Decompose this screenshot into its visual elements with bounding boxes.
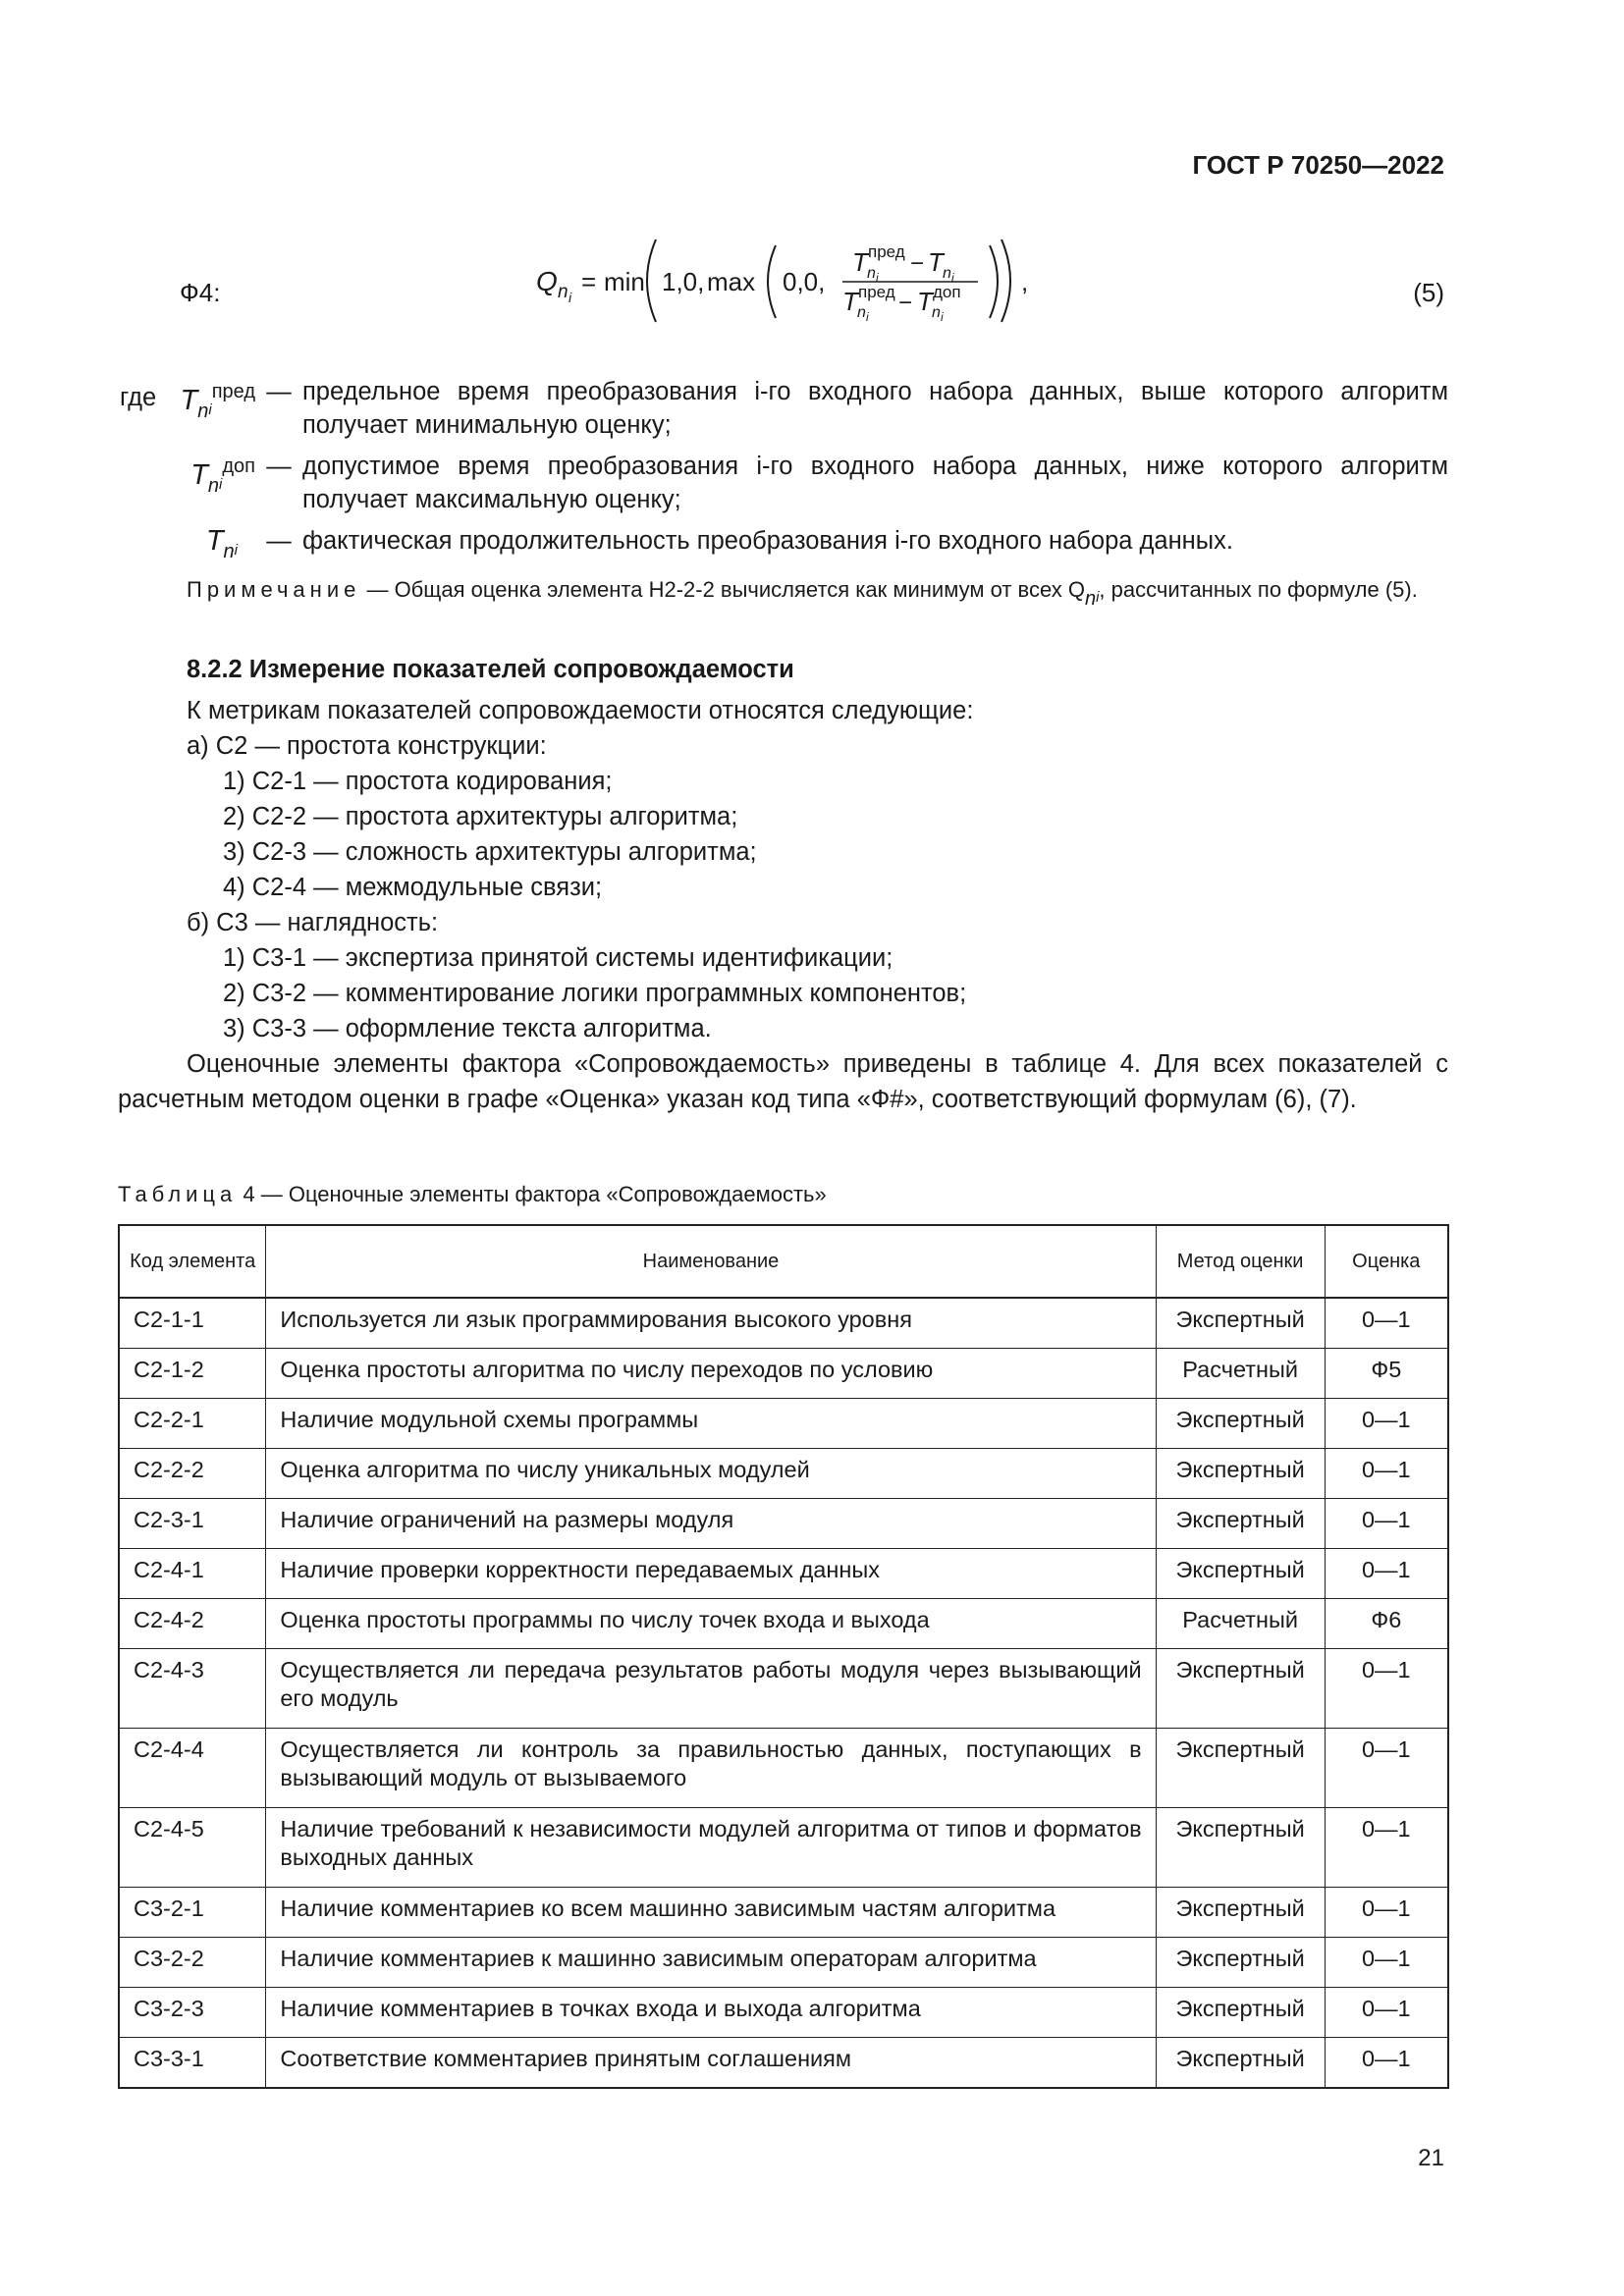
table-row: С2-2-2 Оценка алгоритма по числу уникальных модулей Экспертный 0—1	[119, 1449, 1448, 1499]
formula-den-sup2: доп	[933, 283, 961, 301]
table-row: С2-1-2 Оценка простоты алгоритма по числу переходов по условию Расчетный Ф5	[119, 1349, 1448, 1399]
formula-num-sub2: n	[943, 265, 951, 282]
intro: К метрикам показателей сопровождаемости относятся следующие:	[187, 697, 974, 724]
table-header-row	[119, 1225, 1448, 1298]
formula-den-sub: n	[857, 304, 866, 321]
table-caption: Таблица 4 — Оценочные элементы фактора «Сопровождаемость»	[118, 1182, 827, 1206]
formula-den-T2: T	[917, 287, 933, 316]
formula-den-subsub: i	[866, 310, 869, 324]
formula-den-subsub2: i	[941, 310, 944, 324]
where-text: допустимое время преобразования i-го входного набора данных, ниже которого алгоритм получает максимальную оценку;	[302, 453, 1448, 513]
where-text: фактическая продолжительность преобразования i-го входного набора данных.	[302, 527, 1233, 555]
equation-number: (5)	[1413, 278, 1444, 307]
header-code: Код элемента	[119, 1225, 266, 1298]
list-item: 4) С2-4 — межмодульные связи;	[223, 874, 603, 901]
where-item: где $T_ni^{пред}$ — предельное время преобразования i-го входного набора данных, выше которого алгоритм получает минимальную оценку;	[118, 375, 1448, 442]
formula-num-T: T	[852, 247, 868, 277]
formula-zero: 0,0,	[783, 267, 826, 296]
where-symbol: $T_ni^{доп}$	[190, 455, 255, 497]
table-row: С3-2-2 Наличие комментариев к машинно зависимым операторам алгоритма Экспертный 0—1	[119, 1938, 1448, 1988]
list-item: 3) С2-3 — сложность архитектуры алгоритма;	[223, 838, 757, 866]
table-row: С2-3-1 Наличие ограничений на размеры модуля Экспертный 0—1	[119, 1499, 1448, 1549]
formula-min: min	[604, 267, 645, 296]
table-row: С2-4-5 Наличие требований к независимости модулей алгоритма от типов и форматов выходных данных Экспертный 0—1	[119, 1808, 1448, 1888]
formula-max: max	[707, 267, 756, 296]
note-label: Примечание	[187, 577, 361, 602]
evaluation-table	[118, 1224, 1449, 2089]
note: Примечание — Общая оценка элемента Н2-2-2 вычисляется как минимум от всех $Qn_i$, рассчитанных по формуле (5).	[187, 577, 1418, 610]
formula-paren-open-inner	[768, 245, 776, 318]
where-list	[118, 375, 1448, 576]
formula-den-minus: −	[898, 290, 913, 316]
table-row: С2-4-2 Оценка простоты программы по числу точек входа и выхода Расчетный Ф6	[119, 1599, 1448, 1649]
paragraph: Оценочные элементы фактора «Сопровождаемость» приведены в таблице 4. Для всех показателей с расчетным методом оценки в графе «Оценка» указан код типа «Ф#», соответствующий формулам (6), (7).	[118, 1050, 1448, 1113]
formula-5	[530, 236, 1041, 326]
header-score: Оценка	[1325, 1225, 1448, 1298]
table-row: С2-4-3 Осуществляется ли передача результатов работы модуля через вызывающий его модуль Экспертный 0—1	[119, 1649, 1448, 1729]
where-symbol: где $T_ni^{пред}$	[120, 381, 255, 422]
header-name: Наименование	[266, 1225, 1156, 1298]
formula-lhs-subsub: i	[568, 290, 572, 305]
formula-num-subsub2: i	[951, 271, 954, 285]
formula-num-sub: n	[867, 265, 876, 282]
where-item: $T_ni$ — фактическая продолжительность преобразования i-го входного набора данных.	[118, 524, 1448, 568]
table-row: С2-1-1 Используется ли язык программирования высокого уровня Экспертный 0—1	[119, 1298, 1448, 1349]
where-symbol: $T_ni$	[205, 525, 238, 562]
formula-paren-close-inner	[990, 245, 998, 318]
table-row: С3-2-3 Наличие комментариев в точках входа и выхода алгоритма Экспертный 0—1	[119, 1988, 1448, 2038]
formula-label: Ф4:	[180, 278, 221, 307]
formula-paren-close	[1001, 240, 1010, 322]
list-item: 1) С2-1 — простота кодирования;	[223, 768, 613, 795]
list-item: 2) С2-2 — простота архитектуры алгоритма;	[223, 803, 738, 830]
list-group-b: б) С3 — наглядность:	[187, 909, 439, 936]
formula-num-minus: −	[910, 250, 925, 277]
formula-den-T: T	[842, 287, 858, 316]
body-text	[118, 693, 1448, 1117]
list-item: 2) С3-2 — комментирование логики программных компонентов;	[223, 980, 967, 1007]
list-group-a: а) С2 — простота конструкции:	[187, 732, 547, 760]
table-row: С3-2-1 Наличие комментариев ко всем машинно зависимым частям алгоритма Экспертный 0—1	[119, 1888, 1448, 1938]
formula-den-sub2: n	[932, 304, 941, 321]
list-item: 1) С3-1 — экспертиза принятой системы идентификации;	[223, 944, 893, 972]
formula-eq: =	[581, 267, 597, 296]
table-row: С2-2-1 Наличие модульной схемы программы Экспертный 0—1	[119, 1399, 1448, 1449]
header-method: Метод оценки	[1156, 1225, 1325, 1298]
formula-num-subsub: i	[876, 271, 879, 285]
formula-paren-open	[647, 240, 656, 322]
list-item: 3) С3-3 — оформление текста алгоритма.	[223, 1015, 712, 1042]
formula-lhs-sub: n	[558, 282, 568, 302]
formula-num-sup: пред	[868, 242, 905, 261]
table-row: С2-4-1 Наличие проверки корректности передаваемых данных Экспертный 0—1	[119, 1549, 1448, 1599]
table-row: С2-4-4 Осуществляется ли контроль за правильностью данных, поступающих в вызывающий модуль от вызываемого Экспертный 0—1	[119, 1729, 1448, 1808]
section-title: 8.2.2 Измерение показателей сопровождаемости	[187, 656, 794, 683]
where-item: $T_ni^{доп}$ — допустимое время преобразования i-го входного набора данных, ниже которого алгоритм получает максимальную оценку;	[118, 450, 1448, 516]
where-text: предельное время преобразования i-го входного набора данных, выше которого алгоритм получает минимальную оценку;	[302, 378, 1448, 439]
document-header: ГОСТ Р 70250—2022	[1192, 150, 1444, 180]
where-gde: где	[120, 384, 157, 411]
formula-lhs: Q	[536, 266, 558, 296]
formula-one: 1,0,	[662, 267, 705, 296]
page-number: 21	[1418, 2145, 1444, 2171]
formula-trail: ,	[1021, 267, 1029, 296]
formula-num-T2: T	[928, 247, 944, 277]
formula-den-sup: пред	[858, 283, 895, 301]
table-row: С3-3-1 Соответствие комментариев принятым соглашениям Экспертный 0—1	[119, 2038, 1448, 2089]
